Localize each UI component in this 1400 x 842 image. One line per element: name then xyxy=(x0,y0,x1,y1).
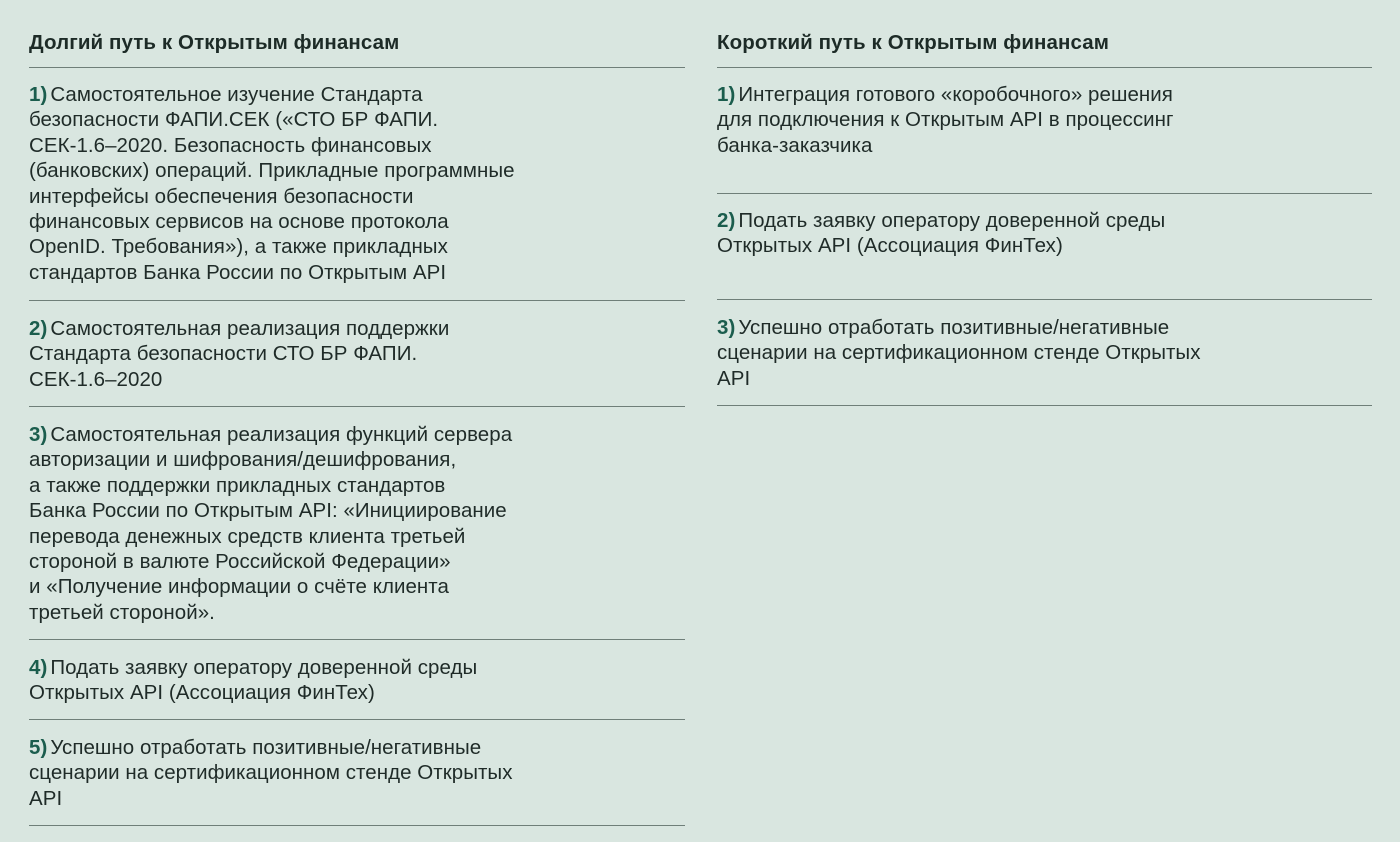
step-line: финансовых сервисов на основе протокола xyxy=(29,210,449,234)
step-number: 1) xyxy=(717,83,736,106)
long-path-step-1 xyxy=(29,82,685,285)
step-line: 5) Успешно отработать позитивные/негативные xyxy=(29,736,482,759)
step-number: 2) xyxy=(29,317,48,340)
step-number: 3) xyxy=(717,316,736,339)
long-path-step-2 xyxy=(29,316,685,392)
divider xyxy=(29,406,685,407)
divider xyxy=(29,639,685,640)
step-line: а также поддержки прикладных стандартов xyxy=(29,473,446,497)
step-line: стороной в валюте Российской Федерации» xyxy=(29,550,451,574)
step-line: 2) Подать заявку оператору доверенной среды xyxy=(717,209,1166,232)
step-line: для подключения к Открытым API в процессинг xyxy=(717,108,1174,132)
step-line: банка-заказчика xyxy=(717,133,873,157)
step-line: Открытых API (Ассоциация ФинТех) xyxy=(29,681,375,705)
short-path-step-3 xyxy=(717,315,1372,391)
long-path-step-5 xyxy=(29,735,685,811)
step-number: 3) xyxy=(29,423,48,446)
step-line: перевода денежных средств клиента третьей xyxy=(29,524,466,548)
long-path-step-4 xyxy=(29,655,685,706)
divider xyxy=(29,300,685,301)
step-line: авторизации и шифрования/дешифрования, xyxy=(29,448,457,472)
short-path-title: Короткий путь к Открытым финансам xyxy=(717,31,1109,54)
step-line: OpenID. Требования»), а также прикладных xyxy=(29,235,448,259)
step-number: 4) xyxy=(29,656,48,679)
step-line: API xyxy=(29,786,63,810)
step-line: (банковских) операций. Прикладные программные xyxy=(29,159,515,183)
step-line: 3) Самостоятельная реализация функций сервера xyxy=(29,423,513,446)
short-path-step-1 xyxy=(717,82,1372,158)
step-line: 2) Самостоятельная реализация поддержки xyxy=(29,317,450,340)
step-line: и «Получение информации о счёте клиента xyxy=(29,575,449,599)
divider xyxy=(29,719,685,720)
step-line: 1) Интеграция готового «коробочного» решения xyxy=(717,83,1173,106)
long-path-step-3 xyxy=(29,422,685,625)
step-number: 2) xyxy=(717,209,736,232)
step-line: сценарии на сертификационном стенде Открытых xyxy=(29,761,513,785)
divider xyxy=(717,405,1372,406)
step-line: Банка России по Открытым API: «Инициирование xyxy=(29,499,507,523)
step-line: 3) Успешно отработать позитивные/негативные xyxy=(717,316,1170,339)
step-line: СЕК-1.6–2020 xyxy=(29,367,163,391)
divider xyxy=(717,67,1372,68)
step-line: стандартов Банка России по Открытым API xyxy=(29,260,447,284)
divider xyxy=(29,67,685,68)
divider xyxy=(29,825,685,826)
step-line: СЕК-1.6–2020. Безопасность финансовых xyxy=(29,133,432,157)
step-line: сценарии на сертификационном стенде Открытых xyxy=(717,341,1201,365)
step-number: 5) xyxy=(29,736,48,759)
step-line: 4) Подать заявку оператору доверенной среды xyxy=(29,656,478,679)
step-number: 1) xyxy=(29,83,48,106)
short-path-step-2 xyxy=(717,208,1372,259)
step-line: интерфейсы обеспечения безопасности xyxy=(29,184,414,208)
step-line: безопасности ФАПИ.СЕК («СТО БР ФАПИ. xyxy=(29,108,439,132)
divider xyxy=(717,193,1372,194)
step-line: третьей стороной». xyxy=(29,600,215,624)
step-line: Открытых API (Ассоциация ФинТех) xyxy=(717,234,1063,258)
step-line: API xyxy=(717,366,751,390)
long-path-title: Долгий путь к Открытым финансам xyxy=(29,31,400,54)
step-line: 1) Самостоятельное изучение Стандарта xyxy=(29,83,423,106)
step-line: Стандарта безопасности СТО БР ФАПИ. xyxy=(29,342,418,366)
divider xyxy=(717,299,1372,300)
